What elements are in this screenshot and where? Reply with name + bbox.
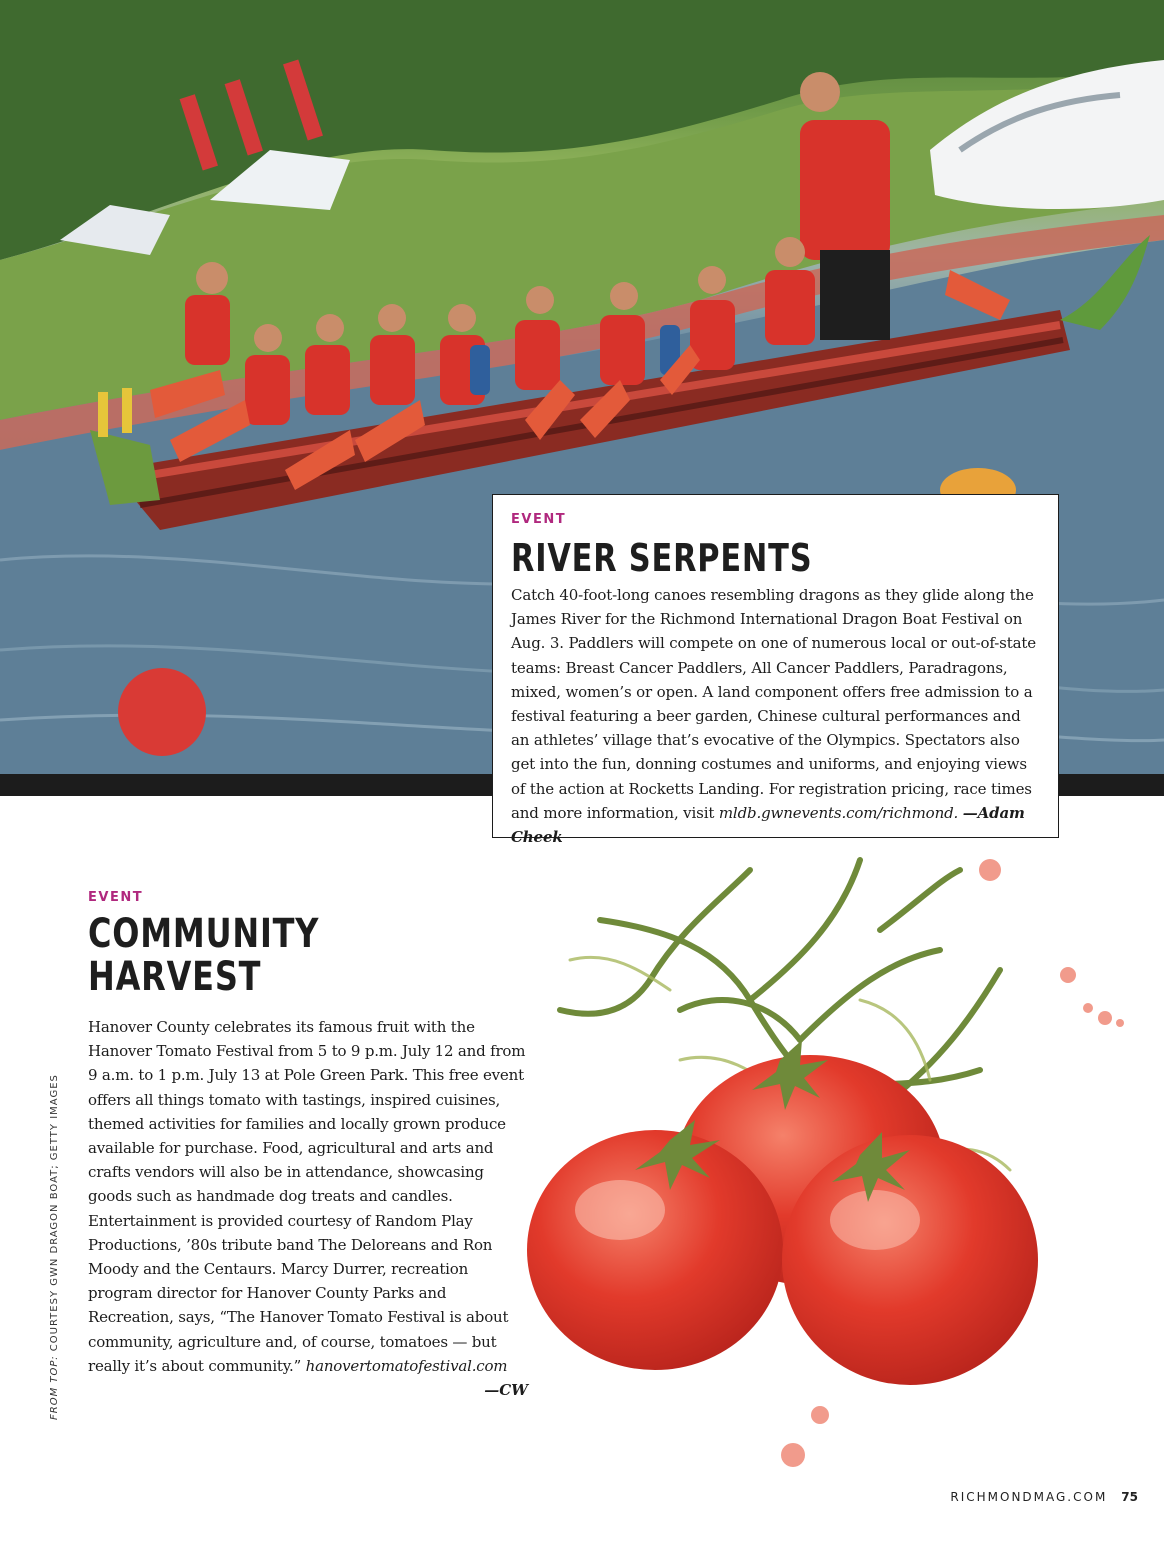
photo-credit [49,1074,60,1420]
harvest-body-text: Hanover County celebrates its famous fruit with the Hanover Tomato Festival from 5 to 9 p.m. July 12 and from 9 a.m. to 1 p.m. July 13 at Pole Green Park. This free event offers all things tomato with tastings, inspired cuisines, themed activities for families and locally grown produce available for purchase. Food, agricultural and arts and crafts vendors will also be in attendance, showcasing goods such as handmade dog treats and candles. Entertainment is provided courtesy of Random Play Productions, ’80s tribute band The Deloreans and Ron Moody and the Centaurs. Marcy Durrer, recreation program director for Hanover County Parks and Recreation, says, “The Hanover Tomato Festival is about community, agriculture and, of course, tomatoes — but really it’s about community.” [88,1018,526,1375]
river-serpents-box [492,494,1059,847]
page-number: 75 [1121,1490,1138,1504]
harvest-title-line2: HARVEST [88,954,262,1000]
harvest-title [88,913,408,999]
river-body-text: Catch 40-foot-long canoes resembling dragons as they glide along the James River for the Richmond International Dragon Boat Festival on Aug. 3. Paddlers will compete on one of numerous local or out-of-state teams: Breast Cancer Paddlers, All Cancer Paddlers, Paradragons, mixed, women’s or open. A land component offers free admission to a festival featuring a beer garden, Chinese cultural performances and an athletes’ village that’s evocative of the Olympics. Spectators also get into the fun, donning costumes and uniforms, and enjoying views of the action at Rocketts Landing. For registration pricing, race times and more information, visit [511,586,1036,822]
page-footer [950,1490,1138,1504]
credit-text: COURTESY GWN DRAGON BOAT; GETTY IMAGES [49,1074,60,1356]
river-title: RIVER SERPENTS [511,536,813,580]
harvest-kicker: EVENT [88,890,144,905]
river-kicker: EVENT [511,512,567,527]
harvest-title-line1: COMMUNITY [88,911,320,957]
river-byline: —Adam Cheek [511,803,1025,847]
harvest-url: hanovertomatofestival.com [305,1356,508,1375]
river-body [511,583,1040,849]
harvest-byline: —CW [484,1381,528,1400]
tomato-vine-graphic [420,840,1160,1480]
tomato-illustration [420,840,1160,1480]
river-url: mldb.gwnevents.com/richmond. [718,803,959,822]
credit-lead: FROM TOP: [49,1355,60,1420]
footer-site: RICHMONDMAG.COM [950,1490,1108,1504]
